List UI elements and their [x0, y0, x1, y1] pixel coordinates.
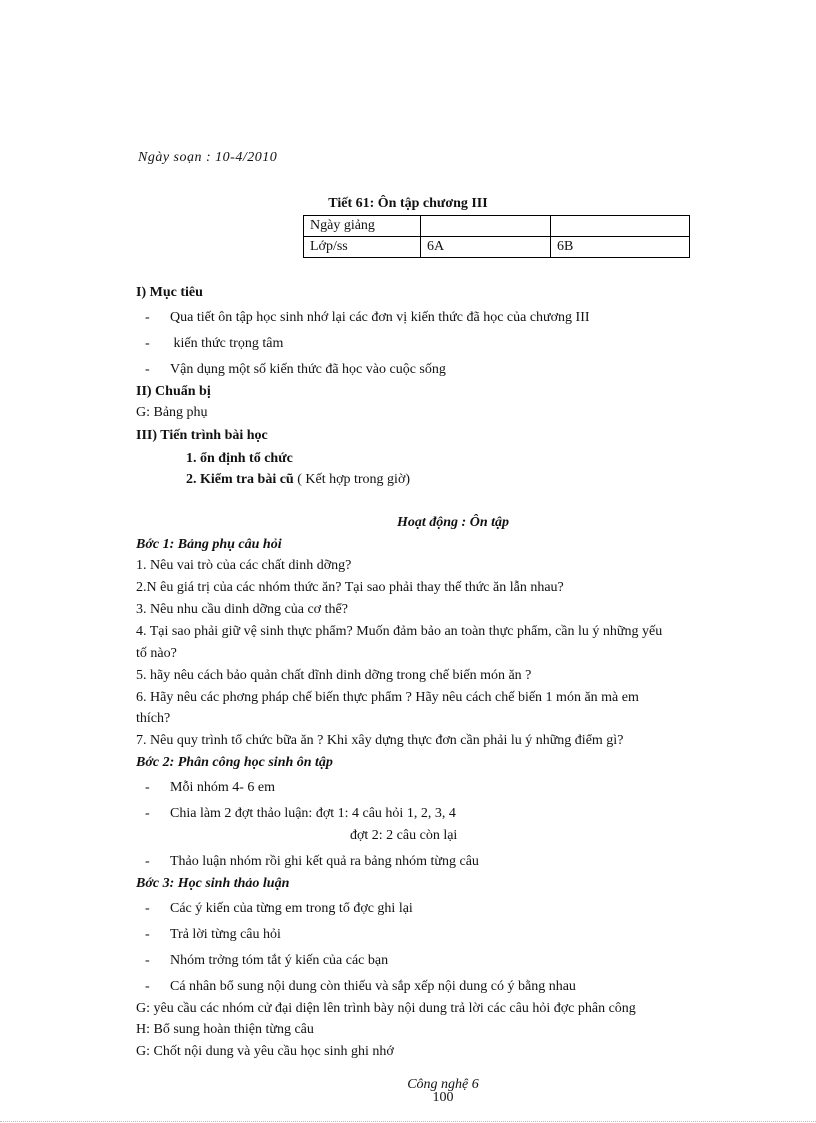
table-cell: Lớp/ss	[304, 237, 421, 258]
list-item: - Nhóm trởng tóm tắt ý kiến của các bạn	[145, 953, 389, 968]
table-row	[304, 216, 690, 237]
list-item: - kiến thức trọng tâm	[145, 336, 284, 351]
list-item-continuation: đợt 2: 2 câu còn lại	[350, 828, 458, 843]
list-item: - Chia làm 2 đợt thảo luận: đợt 1: 4 câu hỏi 1, 2, 3, 4	[145, 806, 456, 821]
step2-heading: Bớc 2: Phân công học sinh ôn tập	[136, 755, 333, 770]
question-line: 2.N êu giá trị của các nhóm thức ăn? Tại sao phải thay thế thức ăn lẫn nhau?	[136, 580, 564, 595]
question-line: 4. Tại sao phải giữ vệ sinh thực phẩm? Muốn đảm bảo an toàn thực phẩm, cần lu ý những yếu	[136, 624, 663, 639]
question-line: thích?	[136, 711, 171, 726]
section-heading-procedure: III) Tiến trình bài học	[136, 428, 268, 443]
date-prepared: Ngày soạn : 10-4/2010	[138, 150, 278, 165]
closing-line: G: Chốt nội dung và yêu cầu học sinh ghi nhớ	[136, 1044, 394, 1059]
question-line: tố nào?	[136, 646, 177, 661]
table-cell: 6B	[551, 237, 690, 258]
question-line: 6. Hãy nêu các phơng pháp chế biến thực phẩm ? Hãy nêu cách chế biến 1 món ăn mà em	[136, 690, 639, 705]
question-line: 7. Nêu quy trình tổ chức bữa ăn ? Khi xây dựng thực đơn cần phải lu ý những điểm gì?	[136, 733, 624, 748]
list-item: - Cá nhân bổ sung nội dung còn thiếu và sắp xếp nội dung có ý bằng nhau	[145, 979, 576, 994]
closing-line: H: Bổ sung hoàn thiện từng câu	[136, 1022, 314, 1037]
closing-line: G: yêu cầu các nhóm cử đại diện lên trình bày nội dung trả lời các câu hỏi đợc phân công	[136, 1001, 636, 1016]
section-heading-preparation: II) Chuẩn bị	[136, 384, 211, 399]
table-cell: Ngày giảng	[304, 216, 421, 237]
question-line: 3. Nêu nhu cầu dinh dỡng của cơ thể?	[136, 602, 348, 617]
question-line: 5. hãy nêu cách bảo quản chất dĩnh dinh dỡng trong chế biến món ăn ?	[136, 668, 532, 683]
table-cell: 6A	[421, 237, 551, 258]
list-item: - Các ý kiến của từng em trong tổ đợc ghi lại	[145, 901, 413, 916]
page-number: 100	[432, 1090, 454, 1105]
step3-heading: Bớc 3: Học sinh thảo luận	[136, 876, 290, 891]
question-line: 1. Nêu vai trò của các chất dinh dỡng?	[136, 558, 352, 573]
page-bottom-divider	[0, 1121, 816, 1122]
table-cell	[551, 216, 690, 237]
list-item: - Trả lời từng câu hỏi	[145, 927, 281, 942]
activity-title: Hoạt động : Ôn tập	[396, 515, 509, 530]
table-cell	[421, 216, 551, 237]
procedure-step-1: 1. ổn định tổ chức	[186, 451, 293, 466]
section-heading-objectives: I) Mục tiêu	[136, 285, 203, 300]
list-item: - Mỗi nhóm 4- 6 em	[145, 780, 275, 795]
list-item: - Vận dụng một số kiến thức đã học vào cuộc sống	[145, 362, 446, 377]
lesson-title: Tiết 61: Ôn tập chương III	[328, 196, 488, 211]
table-row	[304, 237, 690, 258]
preparation-line: G: Bảng phụ	[136, 405, 208, 420]
footer-subject: Công nghệ 6	[407, 1077, 479, 1092]
procedure-step-2: 2. Kiểm tra bài cũ ( Kết hợp trong giờ)	[186, 472, 411, 487]
list-item: - Qua tiết ôn tập học sinh nhớ lại các đơn vị kiến thức đã học của chương III	[145, 310, 590, 325]
class-info-table	[303, 215, 690, 258]
step1-heading: Bớc 1: Bảng phụ câu hỏi	[136, 537, 282, 552]
list-item: - Thảo luận nhóm rồi ghi kết quả ra bảng nhóm từng câu	[145, 854, 479, 869]
